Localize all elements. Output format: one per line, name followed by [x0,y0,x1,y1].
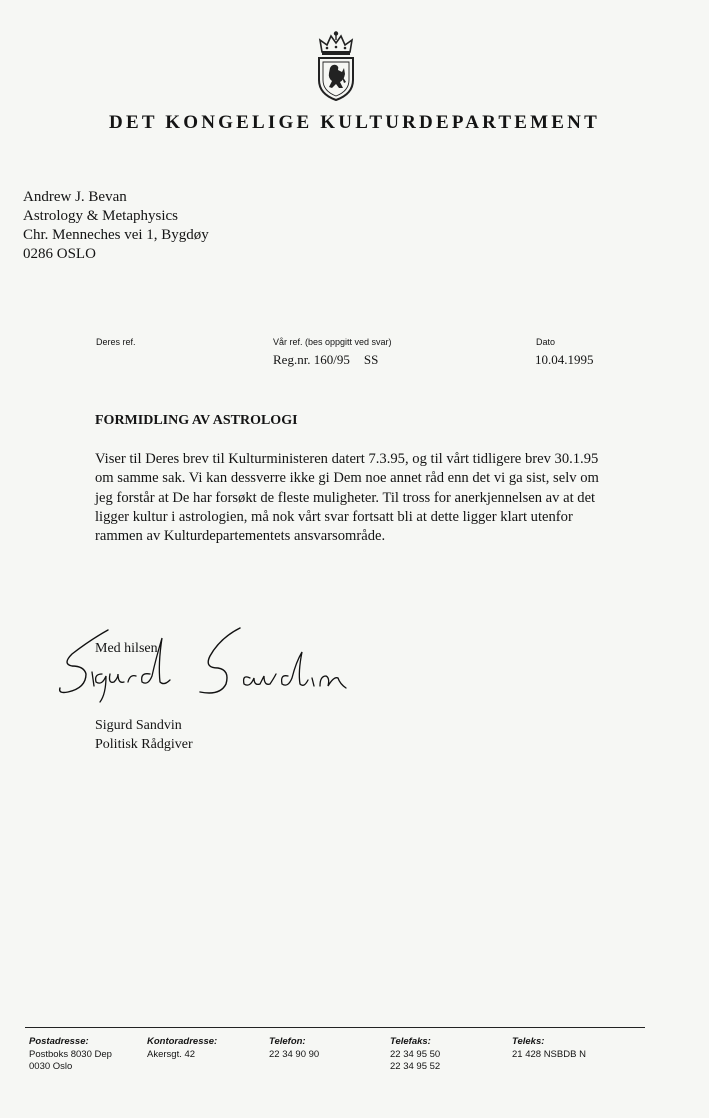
signer-title: Politisk Rådgiver [95,737,193,752]
recipient-street: Chr. Menneches vei 1, Bygdøy [23,227,209,243]
recipient-address [23,188,209,264]
body-line: jeg forstår at De har forsøkt de fleste muligheter. Til tross for anerkjennelsen av at det [95,489,596,506]
footer-value: 21 428 NSBDB N [512,1048,586,1060]
recipient-organization: Astrology & Metaphysics [23,208,178,224]
footer-label: Telefon: [269,1036,306,1047]
var-ref-value [273,352,378,368]
dato-value: 10.04.1995 [535,352,594,367]
footer-telefaks [390,1036,440,1074]
deres-ref-label: Deres ref. [96,337,136,347]
closing-greeting: Med hilsen [95,641,158,656]
letter-subject: FORMIDLING AV ASTROLOGI [95,413,298,428]
letter-footer [0,1036,709,1076]
footer-divider [25,1027,645,1028]
handwritten-signature [50,618,350,710]
var-ref-initials: SS [363,352,379,367]
dato-label: Dato [536,337,556,347]
body-line: ligger kultur i astrologien, må nok vårt svar fortsatt bli at dette ligger klart utenfor [95,508,573,525]
body-line: rammen av Kulturdepartementets ansvarsområde. [95,528,386,545]
var-ref-label: Vår ref. (bes oppgitt ved svar) [273,337,392,347]
var-ref-number: Reg.nr. 160/95 [273,352,350,367]
recipient-name: Andrew J. Bevan [23,189,127,205]
footer-value: Akersgt. 42 [147,1048,196,1060]
footer-postadresse [29,1036,112,1074]
footer-label: Telefaks: [390,1036,431,1047]
footer-label: Postadresse: [29,1036,89,1047]
footer-value: Postboks 8030 Dep [29,1048,112,1060]
department-title: DET KONGELIGE KULTURDEPARTEMENT [109,112,600,133]
signer-name: Sigurd Sandvin [95,718,182,733]
footer-value: 22 34 90 90 [269,1048,320,1060]
footer-value: 22 34 95 50 [390,1048,441,1060]
coat-of-arms-icon [314,30,358,102]
recipient-postal-city: 0286 OSLO [23,246,96,262]
footer-telefon [269,1036,319,1061]
signer-block [95,716,193,754]
footer-label: Teleks: [512,1036,545,1047]
footer-value: 22 34 95 52 [390,1061,441,1072]
footer-label: Kontoradresse: [147,1036,218,1047]
body-line: Viser til Deres brev til Kulturministeren datert 7.3.95, og til vårt tidligere brev 30.1.95 [95,451,599,467]
letter-body [95,450,655,546]
reference-block [0,337,709,377]
footer-kontoradresse [147,1036,217,1061]
footer-value: 0030 Oslo [29,1061,73,1072]
body-line: om samme sak. Vi kan dessverre ikke gi Dem noe annet råd enn det vi ga sist, selv om [95,470,599,487]
footer-teleks [512,1036,586,1061]
